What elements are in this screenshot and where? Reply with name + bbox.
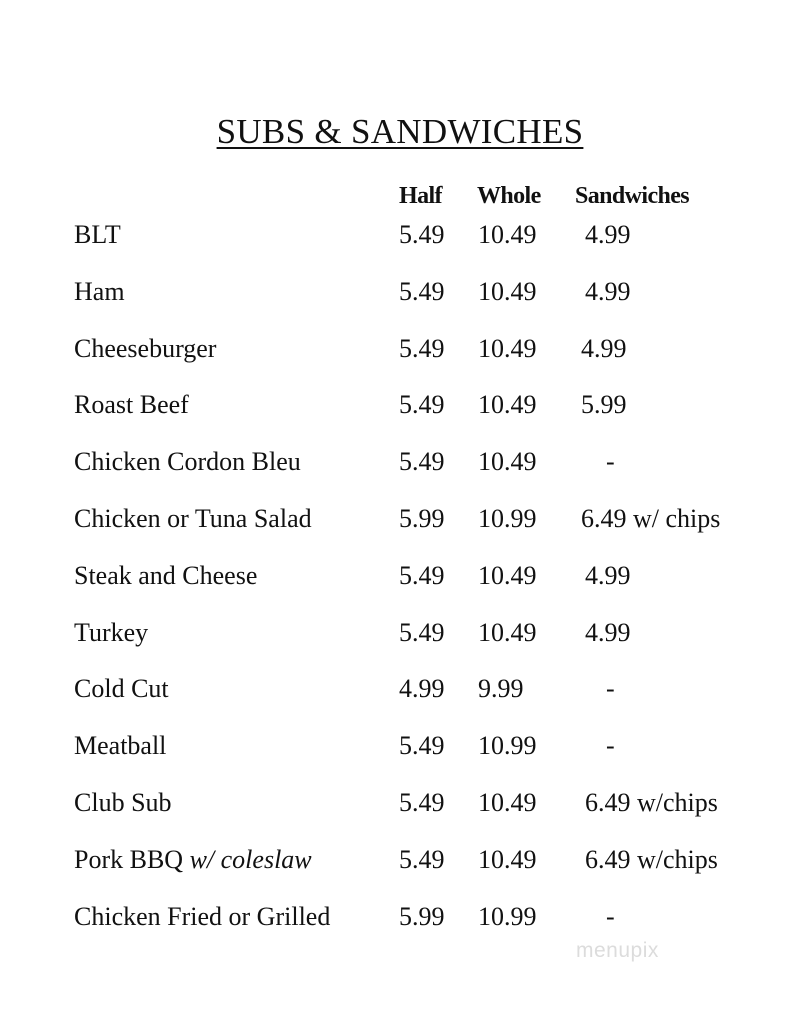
menu-title: SUBS & SANDWICHES bbox=[216, 112, 584, 151]
menu-item-row bbox=[0, 220, 791, 260]
sandwich-price: 4.99 bbox=[581, 333, 627, 363]
item-name-text: Turkey bbox=[74, 617, 149, 647]
menu-item-row bbox=[0, 447, 791, 487]
item-name bbox=[74, 390, 189, 420]
item-name-text: Roast Beef bbox=[74, 390, 189, 420]
whole-price: 9.99 bbox=[478, 674, 524, 704]
sandwich-price: 6.49 w/chips bbox=[585, 788, 718, 817]
sandwich-price: - bbox=[606, 447, 615, 477]
menu-item-row bbox=[0, 561, 791, 601]
watermark: menupix bbox=[576, 939, 659, 962]
item-name bbox=[74, 334, 216, 364]
menu-item-row bbox=[0, 277, 791, 317]
menu-item-row bbox=[0, 902, 791, 942]
whole-price: 10.49 bbox=[478, 560, 537, 590]
whole-price: 10.49 bbox=[478, 788, 537, 817]
half-price: 4.99 bbox=[399, 674, 445, 704]
half-price: 5.99 bbox=[399, 901, 445, 931]
sandwich-price: 4.99 bbox=[585, 617, 631, 647]
sandwich-price: 6.49 w/ chips bbox=[581, 504, 721, 533]
menu-item-row bbox=[0, 504, 791, 544]
half-price: 5.99 bbox=[399, 504, 445, 533]
whole-price: 10.49 bbox=[478, 220, 537, 249]
whole-price: 10.99 bbox=[478, 901, 537, 931]
item-note: w/ coleslaw bbox=[189, 844, 312, 874]
whole-price: 10.49 bbox=[478, 617, 537, 647]
item-name bbox=[74, 788, 172, 818]
sandwich-price: 6.49 w/chips bbox=[585, 844, 718, 874]
half-price: 5.49 bbox=[399, 390, 445, 420]
column-header-whole: Whole bbox=[477, 183, 541, 209]
half-price: 5.49 bbox=[399, 731, 445, 761]
menu-item-row bbox=[0, 731, 791, 771]
menu-item-row bbox=[0, 674, 791, 714]
item-name bbox=[74, 731, 166, 761]
whole-price: 10.49 bbox=[478, 844, 537, 874]
item-name-text: Pork BBQ bbox=[74, 844, 184, 874]
item-name bbox=[74, 674, 169, 704]
item-name bbox=[74, 845, 312, 875]
item-name-text: Chicken Cordon Bleu bbox=[74, 447, 301, 477]
column-header-sandwiches: Sandwiches bbox=[575, 183, 690, 209]
item-name bbox=[74, 220, 121, 250]
item-name-text: Chicken or Tuna Salad bbox=[74, 504, 312, 533]
sandwich-price: 5.99 bbox=[581, 390, 627, 420]
whole-price: 10.49 bbox=[478, 333, 537, 363]
half-price: 5.49 bbox=[399, 560, 445, 590]
sandwich-price: 4.99 bbox=[585, 220, 631, 249]
menu-item-row bbox=[0, 618, 791, 658]
half-price: 5.49 bbox=[399, 844, 445, 874]
whole-price: 10.49 bbox=[478, 390, 537, 420]
sandwich-price: 4.99 bbox=[585, 276, 631, 306]
item-name-text: BLT bbox=[74, 220, 121, 249]
item-name bbox=[74, 277, 125, 307]
item-name-text: Ham bbox=[74, 276, 125, 306]
half-price: 5.49 bbox=[399, 617, 445, 647]
sandwich-price: 4.99 bbox=[585, 560, 631, 590]
item-name-text: Meatball bbox=[74, 731, 167, 761]
menu-item-row bbox=[0, 390, 791, 430]
sandwich-price: - bbox=[606, 901, 615, 931]
item-name-text: Club Sub bbox=[74, 788, 172, 817]
half-price: 5.49 bbox=[399, 333, 445, 363]
whole-price: 10.99 bbox=[478, 504, 537, 533]
column-header-half: Half bbox=[399, 183, 442, 209]
item-name bbox=[74, 561, 257, 591]
half-price: 5.49 bbox=[399, 276, 445, 306]
item-name-text: Steak and Cheese bbox=[74, 560, 258, 590]
sandwich-price: - bbox=[606, 674, 615, 704]
menu-item-row bbox=[0, 334, 791, 374]
whole-price: 10.49 bbox=[478, 276, 537, 306]
half-price: 5.49 bbox=[399, 447, 445, 477]
item-name-text: Chicken Fried or Grilled bbox=[74, 901, 331, 931]
item-name bbox=[74, 447, 301, 477]
whole-price: 10.49 bbox=[478, 447, 537, 477]
item-name bbox=[74, 504, 312, 534]
menu-item-row bbox=[0, 845, 791, 885]
item-name-text: Cheeseburger bbox=[74, 333, 217, 363]
sandwich-price: - bbox=[606, 731, 615, 761]
item-name bbox=[74, 618, 148, 648]
half-price: 5.49 bbox=[399, 788, 445, 817]
item-name-text: Cold Cut bbox=[74, 674, 169, 704]
item-name bbox=[74, 902, 330, 932]
menu-item-row bbox=[0, 788, 791, 828]
whole-price: 10.99 bbox=[478, 731, 537, 761]
half-price: 5.49 bbox=[399, 220, 445, 249]
